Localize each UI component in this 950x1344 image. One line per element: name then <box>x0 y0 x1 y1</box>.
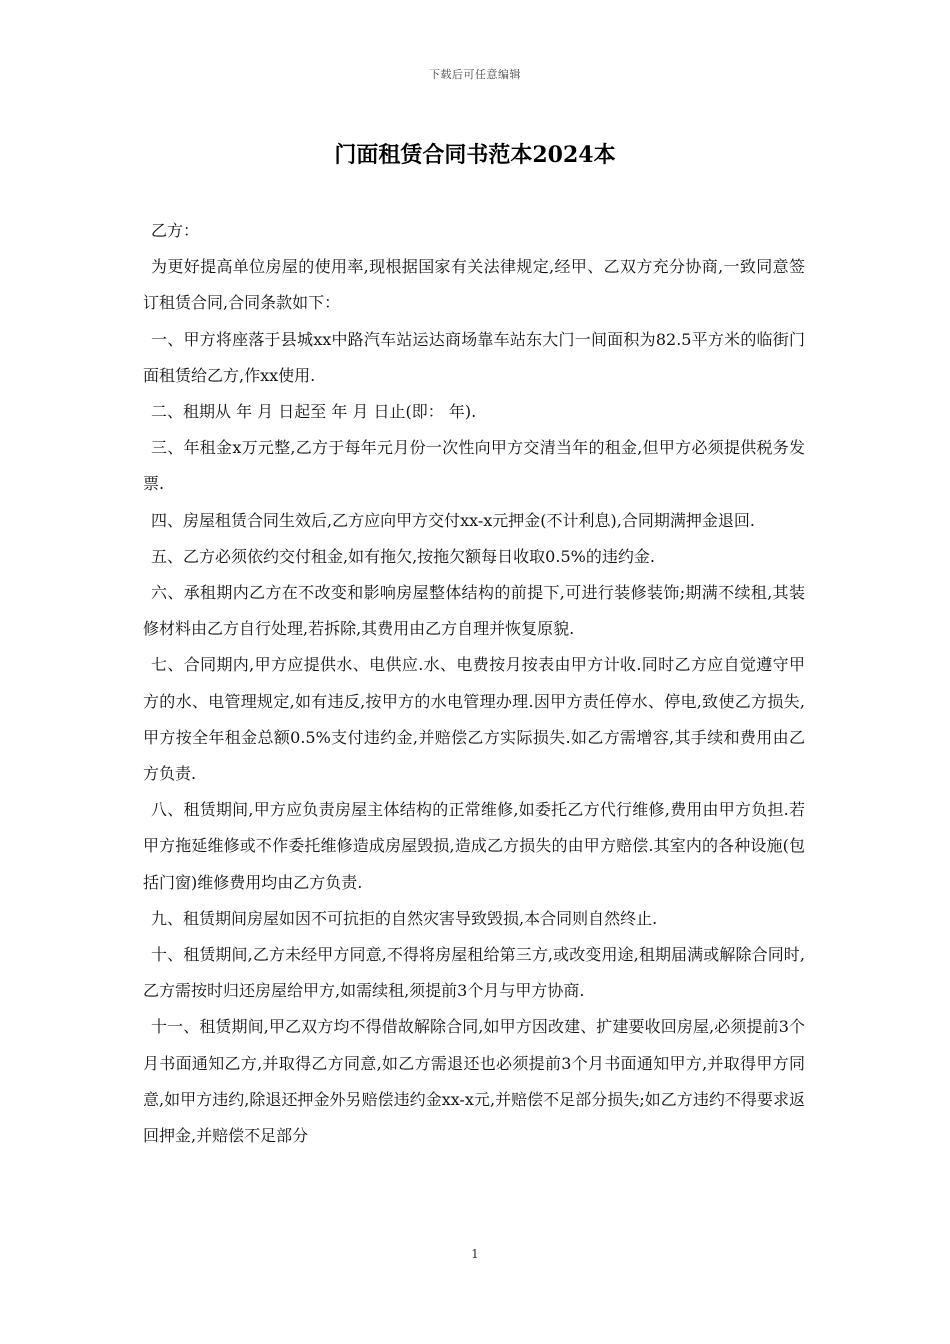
clause-8: 八、租赁期间,甲方应负责房屋主体结构的正常维修,如委托乙方代行维修,费用由甲方负担.若甲方拖延维修或不作委托维修造成房屋毁损,造成乙方损失的由甲方赔偿.其室内的各种设施(包括门窗)维修费用均由乙方负责. <box>143 800 805 892</box>
clause-10: 十、租赁期间,乙方未经甲方同意,不得将房屋租给第三方,或改变用途,租期届满或解除合同时,乙方需按时归还房屋给甲方,如需续租,须提前3个月与甲方协商. <box>143 945 805 1001</box>
clause-6: 六、承租期内乙方在不改变和影响房屋整体结构的前提下,可进行装修装饰;期满不续租,其装修材料由乙方自行处理,若拆除,其费用由乙方自理并恢复原貌. <box>143 583 805 639</box>
party-b-line: 乙方： <box>151 221 200 240</box>
clause-4: 四、房屋租赁合同生效后,乙方应向甲方交付xx-x元押金(不计利息),合同期满押金退回. <box>151 510 755 530</box>
page-number: 1 <box>471 1247 479 1261</box>
clause-7: 七、合同期内,甲方应提供水、电供应.水、电费按月按表由甲方计收.同时乙方应自觉遵守甲方的水、电管理规定,如有违反,按甲方的水电管理办理.因甲方责任停水、停电,致使乙方损失,甲方按全年租金总额0.5%支付违约金,并赔偿乙方实际损失.如乙方需增容,其手续和费用由乙方负责. <box>143 655 805 784</box>
clause-5: 五、乙方必须依约交付租金,如有拖欠,按拖欠额每日收取0.5%的违约金. <box>151 546 655 566</box>
clause-9: 九、租赁期间房屋如因不可抗拒的自然灾害导致毁损,本合同则自然终止. <box>151 908 658 928</box>
clause-2: 二、租期从 年 月 日起至 年 月 日止(即： 年). <box>151 402 477 422</box>
clause-1: 一、甲方将座落于县城xx中路汽车站运达商场靠车站东大门一间面积为82.5平方米的临街门面租赁给乙方,作xx使用. <box>143 329 805 385</box>
clause-11: 十一、租赁期间,甲乙双方均不得借故解除合同,如甲方因改建、扩建要收回房屋,必须提前3个月书面通知乙方,并取得乙方同意,如乙方需退还也必须提前3个月书面通知甲方,并取得甲方同意,如甲方违约,除退还押金外另赔偿违约金xx-x元,并赔偿不足部分损失;如乙方违约不得要求返回押金,并赔偿不足部分 <box>143 1017 805 1146</box>
preamble-paragraph: 为更好提高单位房屋的使用率,现根据国家有关法律规定,经甲、乙双方充分协商,一致同意签订租赁合同,合同条款如下： <box>143 257 805 313</box>
document-body <box>143 213 805 1154</box>
clause-3: 三、年租金x万元整,乙方于每年元月份一次性向甲方交清当年的租金,但甲方必须提供税务发票. <box>143 438 805 494</box>
page-header-note: 下载后可任意编辑 <box>429 68 521 81</box>
document-title: 门面租赁合同书范本2024本 <box>334 142 616 168</box>
